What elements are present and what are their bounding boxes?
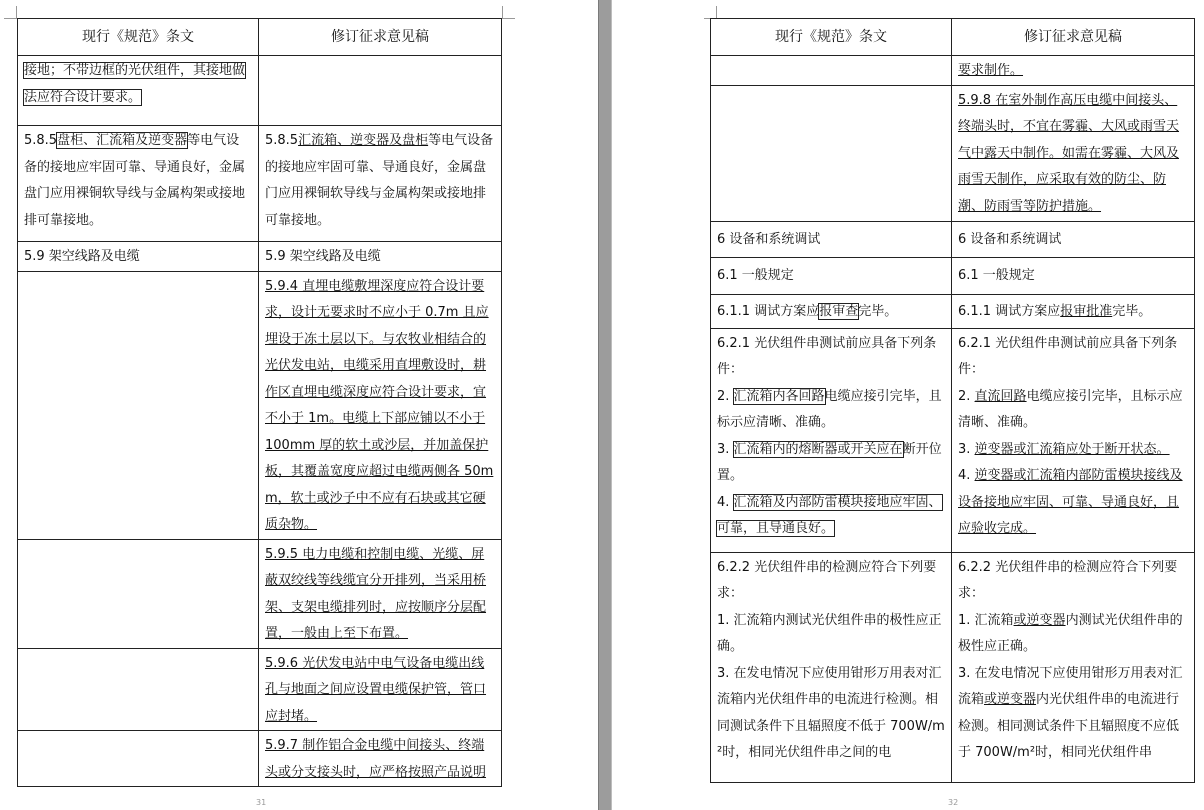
cell-text: 等电气设备的接地应牢固可靠、导通良好，金属盘门应用裸铜软导线与金属构架或接地排可靠接地。 xyxy=(265,133,494,228)
comparison-table-right xyxy=(710,18,1195,783)
column-header-current: 现行《规范》条文 xyxy=(711,19,952,56)
column-header-revised: 修订征求意见稿 xyxy=(952,19,1195,56)
document-page-right xyxy=(612,0,1204,810)
table-cell xyxy=(18,126,259,242)
table-cell: 6.1 一般规定 xyxy=(711,257,952,294)
table-cell xyxy=(952,294,1195,328)
list-item xyxy=(717,437,945,490)
table-cell xyxy=(18,731,259,787)
cell-text: 法应符合设计要求。 xyxy=(24,89,142,105)
list-number: 2. xyxy=(958,388,975,404)
cell-text: 6.2.2 光伏组件串的检测应符合下列要求： xyxy=(717,559,937,601)
table-cell xyxy=(952,56,1195,86)
table-cell: 5.9 架空线路及电缆 xyxy=(259,242,502,272)
table-cell: 6 设备和系统调试 xyxy=(711,221,952,257)
comparison-table-left xyxy=(17,18,502,787)
table-cell xyxy=(711,56,952,86)
table-cell xyxy=(711,85,952,221)
cell-text: 6.1.1 调试方案应 xyxy=(958,303,1061,319)
table-cell xyxy=(18,56,259,126)
page-number: 32 xyxy=(948,798,959,807)
list-item xyxy=(958,437,1188,464)
clause-number: 5.8.5 xyxy=(265,133,299,148)
cell-text: 接地；不带边框的光伏组件，其接地做 xyxy=(24,63,246,78)
table-cell xyxy=(952,552,1195,782)
list-item xyxy=(958,384,1188,437)
cell-text: 断开位置。 xyxy=(717,441,942,483)
cell-text: 内测试光伏组件串的极性应正确。 xyxy=(958,612,1183,654)
table-cell xyxy=(952,85,1195,221)
revised-text: 逆变器或汇流箱内部防雷模块接线及设备接地应牢固、可靠、导通良好，且应验收完成。 xyxy=(958,468,1183,536)
table-cell xyxy=(259,126,502,242)
cell-text: 内光伏组件串的电流进行检测。相同测试条件下且辐照度不应低于 700W/m²时，相同光伏组件串 xyxy=(958,692,1180,760)
revised-text: 逆变器或汇流箱应处于断开状态。 xyxy=(974,441,1170,457)
table-cell xyxy=(952,328,1195,552)
table-cell xyxy=(259,731,502,787)
cell-text: 电缆应接引完毕，且标示应清晰、准确。 xyxy=(958,388,1183,430)
boxed-text: 汇流箱内的熔断器或开关应在 xyxy=(733,441,903,457)
list-number: 4. xyxy=(958,468,975,483)
revised-text: 或逆变器 xyxy=(984,692,1037,707)
table-cell xyxy=(18,271,259,539)
list-item xyxy=(958,608,1188,661)
document-page-left xyxy=(0,0,598,810)
revised-text: 5.9.4 直埋电缆敷埋深度应符合设计要求，设计无要求时不应小于 0.7m 且应埋设于冻土层以下。与农牧业相结合的光伏发电站，电缆采用直埋敷设时，耕作区直埋电缆深度应符合设计要求，宜不小于 1m。电缆上下部应铺以不小于 100mm 厚的软土或沙层，并加盖保护板，其覆盖宽度应超过电缆两侧各 50mm，软土或沙子中不应有石块或其它硬质杂物。 xyxy=(265,278,494,532)
revised-text: 或逆变器 xyxy=(1013,612,1066,628)
page-gutter xyxy=(598,0,612,810)
list-item xyxy=(958,661,1188,767)
list-item: 3. 在发电情况下应使用钳形万用表对汇流箱内光伏组件串的电流进行检测。相同测试条件下且辐照度不低于 700W/m²时，相同光伏组件串之间的电 xyxy=(717,665,945,760)
table-cell xyxy=(18,539,259,648)
cell-text: 6.1.1 调试方案应 xyxy=(717,303,820,319)
table-cell xyxy=(711,552,952,782)
cell-text: 3. 在发电情况下应使用钳形万用表对汇流箱 xyxy=(958,665,1183,707)
revised-text: 要求制作。 xyxy=(958,63,1024,78)
cell-text: 等电气设备的接地应牢固可靠、导通良好，金属盘门应用裸铜软导线与金属构架或接地排可靠接地。 xyxy=(24,133,246,228)
cell-text: 6.2.2 光伏组件串的检测应符合下列要求： xyxy=(958,559,1178,601)
revised-text: 5.9.8 在室外制作高压电缆中间接头、终端头时，不宜在雾霾、大风或雨雪天气中露天中制作。如需在雾霾、大风及雨雪天制作，应采取有效的防尘、防潮、防雨雪等防护措施。 xyxy=(958,92,1180,214)
boxed-text: 报审查 xyxy=(819,303,859,319)
list-number: 3. xyxy=(958,441,975,457)
page-number: 31 xyxy=(256,798,267,807)
cell-text: 完毕。 xyxy=(1112,303,1152,319)
boxed-text: 盘柜、汇流箱及逆变器 xyxy=(57,133,188,148)
cell-text: 6.2.1 光伏组件串测试前应具备下列条件： xyxy=(717,335,937,377)
list-item xyxy=(958,463,1188,543)
table-cell xyxy=(259,539,502,648)
boxed-text: 汇流箱及内部防雷模块接地应牢固、可靠，且导通良好。 xyxy=(717,494,942,536)
table-cell xyxy=(259,56,502,126)
table-cell xyxy=(711,328,952,552)
table-cell xyxy=(259,271,502,539)
table-cell: 6 设备和系统调试 xyxy=(952,221,1195,257)
list-item xyxy=(717,490,945,543)
table-cell xyxy=(18,648,259,731)
revised-text: 直流回路 xyxy=(974,388,1027,404)
list-item xyxy=(717,384,945,437)
cell-text: 完毕。 xyxy=(858,303,898,319)
cell-text: 6.2.1 光伏组件串测试前应具备下列条件： xyxy=(958,335,1178,377)
table-cell xyxy=(711,294,952,328)
boxed-text: 汇流箱内各回路 xyxy=(733,388,825,404)
list-item: 1. 汇流箱内测试光伏组件串的极性应正确。 xyxy=(717,612,942,654)
revised-text: 报审批准 xyxy=(1060,303,1113,319)
page-corner-mark xyxy=(4,6,17,19)
revised-text: 5.9.7 制作铝合金电缆中间接头、终端头或分支接头时，应严格按照产品说明 xyxy=(265,738,487,780)
cell-text: 1. 汇流箱 xyxy=(958,612,1014,628)
clause-number: 5.8.5 xyxy=(24,133,58,148)
revised-text: 5.9.5 电力电缆和控制电缆、光缆、屏蔽双绞线等线缆宜分开排列，当采用桥架、支架电缆排列时，应按顺序分层配置，一般由上至下布置。 xyxy=(265,546,487,641)
column-header-current: 现行《规范》条文 xyxy=(18,19,259,56)
revised-text: 5.9.6 光伏发电站中电气设备电缆出线孔与地面之间应设置电缆保护管，管口应封堵。 xyxy=(265,655,487,724)
cell-text: 电缆应接引完毕，且标示应清晰、准确。 xyxy=(717,388,942,430)
list-number: 3. xyxy=(717,441,734,457)
table-cell: 5.9 架空线路及电缆 xyxy=(18,242,259,272)
list-number: 2. xyxy=(717,388,734,404)
column-header-revised: 修订征求意见稿 xyxy=(259,19,502,56)
table-cell: 6.1 一般规定 xyxy=(952,257,1195,294)
table-cell xyxy=(259,648,502,731)
revised-text: 汇流箱、逆变器及盘柜 xyxy=(298,133,429,148)
page-corner-mark xyxy=(502,6,515,19)
list-number: 4. xyxy=(717,494,734,510)
